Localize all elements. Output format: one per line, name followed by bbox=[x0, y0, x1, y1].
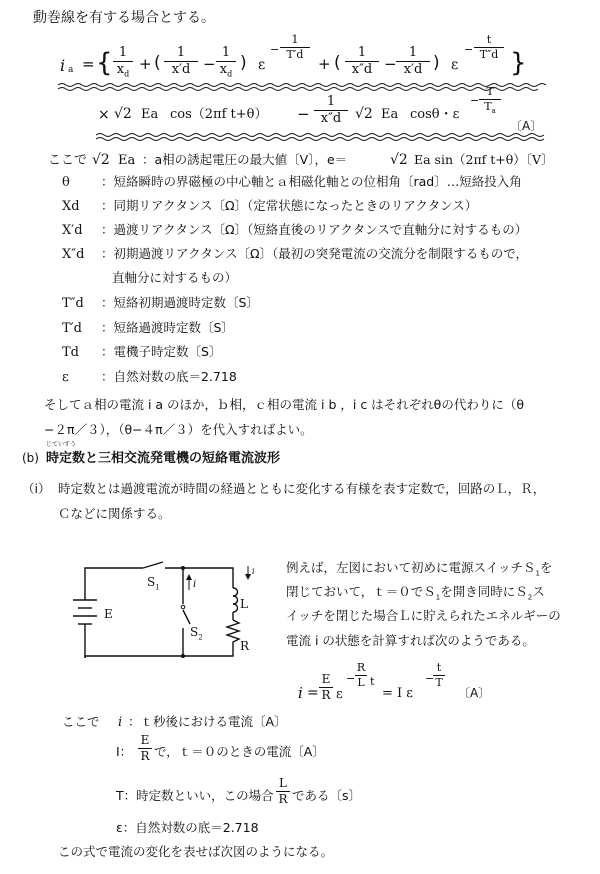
label-i-left: i bbox=[193, 579, 197, 590]
side-text-line4: 電流 i の状態を計算すれば次のようである。 bbox=[286, 633, 535, 648]
def-desc: ：過渡リアクタンス〔Ω〕（短絡直後のリアクタンスで直軸分に対するもの） bbox=[101, 222, 528, 237]
wire-top-left bbox=[85, 568, 143, 574]
formula2-exp bbox=[479, 86, 501, 115]
formula1-frac1-num: 1 bbox=[118, 45, 128, 60]
def-sym: Xd bbox=[62, 199, 80, 214]
def-sym: ε bbox=[62, 370, 69, 385]
formula1-frac1 bbox=[113, 46, 133, 79]
formula1-frac1-den: x bbox=[116, 61, 125, 77]
formula3-eps: ε bbox=[336, 687, 343, 702]
formula1-plus1: + bbox=[139, 55, 152, 73]
formula1-frac3 bbox=[216, 46, 236, 79]
formula1-exp2-sign: − bbox=[464, 43, 474, 56]
formula2-ea1: Ea bbox=[141, 107, 159, 122]
para1-line1: そしてａ相の電流 i a のほか，ｂ相，ｃ相の電流 i b ，i c はそれぞれθの代わりに（θ bbox=[44, 397, 524, 412]
formula2-frac bbox=[314, 95, 348, 125]
formula3-frac1 bbox=[319, 673, 333, 701]
formula1-open2: ( bbox=[334, 53, 341, 73]
label-s1: $S_1$ bbox=[147, 575, 160, 592]
switch-s2 bbox=[183, 610, 190, 624]
formula2-unit: 〔A〕 bbox=[510, 119, 543, 133]
formula3-i: i bbox=[298, 684, 303, 702]
formula1-eps2: ε bbox=[451, 57, 459, 73]
formula3-unit: 〔A〕 bbox=[458, 686, 491, 700]
def-desc: ：短絡瞬時の界磁極の中心軸とａ相磁化軸との位相角〔rad〕…短絡投入角 bbox=[101, 174, 522, 189]
label-s2: $S_2$ bbox=[190, 625, 203, 642]
formula2-frac-den: x″d bbox=[320, 110, 342, 126]
wire-top-right bbox=[165, 568, 233, 588]
formula1-plus2: + bbox=[318, 55, 331, 73]
section-b-heading: 時定数と三相交流発電機の短絡電流波形 bbox=[46, 451, 281, 466]
formula1-close1: ) bbox=[240, 53, 247, 73]
def-sym: T′d bbox=[62, 321, 82, 336]
defs2-T-desc2: である〔s〕 bbox=[292, 788, 362, 803]
formula1-exp1-sign: − bbox=[270, 43, 280, 56]
formula2-sqrt1: √2 bbox=[114, 106, 132, 122]
circuit-diagram bbox=[55, 548, 270, 688]
def-desc: ：電機子時定数〔S〕 bbox=[101, 344, 222, 359]
def-desc: ：同期リアクタンス〔Ω〕（定常状態になったときのリアクタンス） bbox=[101, 198, 478, 213]
formula2-cos2: cosθ・ε bbox=[410, 107, 460, 122]
formula2-frac-num: 1 bbox=[326, 94, 336, 109]
defs2-I-den: R bbox=[140, 748, 150, 763]
formula1-exp2-num: t bbox=[486, 33, 492, 46]
formula2-sqrt2: √2 bbox=[355, 106, 373, 122]
defs2-T-den: R bbox=[278, 791, 288, 806]
intro-text: 動巻線を有する場合とする。 bbox=[33, 10, 215, 26]
formula3-exp-num: R bbox=[356, 661, 366, 674]
formula3-den1: R bbox=[321, 687, 331, 702]
formula3-t: t bbox=[370, 675, 375, 688]
wavy-underline-1 bbox=[58, 82, 546, 92]
wire-bottom bbox=[85, 646, 233, 658]
formula1-minus1: − bbox=[203, 55, 216, 73]
formula1-frac5-den: x′d bbox=[403, 61, 423, 77]
def-desc: 直軸分に対するもの） bbox=[112, 270, 238, 285]
formula3-exp bbox=[355, 662, 367, 688]
def-desc: ：初期過渡リアクタンス〔Ω〕（最初の突発電流の交流分を制限するもので， bbox=[101, 246, 529, 261]
formula2-exp-den: T bbox=[484, 99, 492, 113]
formula1-frac2-den: x′d bbox=[171, 61, 191, 77]
formula2-exp-num: T bbox=[486, 85, 494, 98]
formula1-minus2: − bbox=[384, 55, 397, 73]
formula3-exp-sign: − bbox=[346, 672, 356, 685]
def-desc: ：自然対数の底＝2.718 bbox=[101, 369, 237, 384]
formula1-close2: ) bbox=[433, 53, 440, 73]
formula1-frac2 bbox=[164, 46, 198, 76]
label-e: E bbox=[104, 607, 113, 621]
formula1-exp2 bbox=[474, 34, 504, 60]
defs2-T-frac bbox=[276, 777, 290, 805]
formula1-frac4-num: 1 bbox=[357, 45, 367, 60]
label-l: L bbox=[240, 597, 248, 611]
defs2-i-sym: i bbox=[118, 715, 123, 730]
defs2-I-num: E bbox=[140, 733, 150, 747]
formula1-exp1-den: T′d bbox=[286, 47, 304, 61]
def-sym: X″d bbox=[62, 247, 85, 262]
def-desc: ：短絡過渡時定数〔S〕 bbox=[101, 320, 234, 335]
formula1-frac5-num: 1 bbox=[408, 45, 418, 60]
formula3-exp2-num: t bbox=[436, 661, 442, 674]
defs2-I-desc: で，ｔ＝０のときの電流〔A〕 bbox=[154, 744, 325, 759]
koko-desc: ：a相の誘起電圧の最大値〔V〕，e＝ bbox=[142, 152, 348, 167]
defs2-i-desc: ：ｔ秒後における電流〔A〕 bbox=[128, 714, 287, 729]
formula3-eq2: = I ε bbox=[382, 686, 414, 701]
def-sym: T″d bbox=[62, 296, 84, 311]
defs2-T-num: L bbox=[279, 776, 287, 790]
side-text-line3: イッチを閉じた場合Ｌに貯えられたエネルギーの bbox=[286, 608, 561, 623]
def-sym: θ bbox=[62, 175, 70, 190]
defs2-eps-desc: ε：自然対数の底＝2.718 bbox=[116, 820, 259, 835]
formula3-exp2-den: T bbox=[435, 675, 443, 689]
current-arrow-up-icon bbox=[186, 574, 192, 580]
item-i-label: （ⅰ） bbox=[22, 481, 51, 496]
side-text-line2: 閉じておいて，ｔ＝０でＳ$_1$を開き同時にＳ$_2$ス bbox=[286, 584, 545, 602]
formula1-exp2-den: T″d bbox=[479, 47, 499, 61]
defs2-I-sym: I： bbox=[116, 744, 133, 759]
formula2-times: × bbox=[98, 107, 110, 123]
koko-ea: Ea bbox=[118, 153, 136, 168]
label-r: R bbox=[240, 639, 250, 653]
defs2-I-frac bbox=[138, 734, 152, 762]
def-sym: Td bbox=[62, 345, 79, 360]
formula1-frac2-num: 1 bbox=[176, 45, 186, 60]
switch-s1 bbox=[143, 562, 163, 568]
wavy-underline-2 bbox=[96, 132, 550, 142]
koko-sqrt: √2 bbox=[92, 152, 110, 168]
koko-sqrt2: √2 bbox=[390, 152, 408, 168]
formula1-exp1-num: 1 bbox=[291, 33, 299, 46]
formula1-brace-open: { bbox=[96, 48, 113, 78]
formula3-exp2 bbox=[433, 662, 445, 688]
def-sym: X′d bbox=[62, 223, 83, 238]
defs2-lead: ここで bbox=[62, 714, 100, 729]
formula2-exp-sign: − bbox=[470, 94, 480, 107]
formula1-eps1: ε bbox=[258, 57, 266, 73]
resistor bbox=[227, 620, 239, 646]
formula1-lhs-sub: a bbox=[68, 65, 74, 75]
section-b-ruby: じていすう bbox=[46, 441, 77, 448]
formula1-exp1 bbox=[280, 34, 310, 60]
item-i-line1: 時定数とは過渡電流が時間の経過とともに変化する有様を表す定数で，回路のＬ，Ｒ， bbox=[58, 481, 546, 496]
formula1-frac1-den-sub: d bbox=[124, 69, 130, 79]
formula3-exp-den: L bbox=[357, 675, 365, 689]
last-line: この式で電流の変化を表せば次図のようになる。 bbox=[58, 844, 334, 859]
formula1-brace-close: } bbox=[510, 48, 527, 78]
def-desc: ：短絡初期過渡時定数〔S〕 bbox=[101, 295, 259, 310]
side-text-line1: 例えば，左図において初めに電源スイッチＳ$_1$を bbox=[286, 560, 553, 578]
para1-line2: −２π／３），（θ−４π／３）を代入すればよい。 bbox=[44, 422, 313, 437]
section-b-label: (b) bbox=[22, 451, 39, 465]
formula1-frac3-den: x bbox=[219, 61, 228, 77]
koko-lead: ここで bbox=[48, 153, 88, 168]
formula3-eq1: = bbox=[307, 685, 319, 701]
koko-tail: Ea sin（2πf t+θ）〔V〕 bbox=[414, 152, 554, 167]
formula2-minus: − bbox=[297, 105, 310, 123]
formula1-frac3-den-sub: d bbox=[227, 69, 233, 79]
inductor-coil bbox=[233, 588, 238, 612]
defs2-T-desc1: T：時定数といい，この場合 bbox=[116, 788, 274, 803]
formula1-open1: ( bbox=[154, 53, 161, 73]
label-i-right: i bbox=[252, 567, 255, 576]
formula1-lhs: i bbox=[60, 56, 66, 75]
formula2-ea2: Ea bbox=[381, 107, 399, 122]
formula2-cos: cos（2πf t+θ） bbox=[170, 107, 268, 122]
item-i-line2: Ｃなどに関係する。 bbox=[58, 506, 171, 521]
formula1-frac4 bbox=[345, 46, 379, 76]
formula2-exp-den-sub: a bbox=[491, 106, 496, 115]
formula1-frac3-num: 1 bbox=[221, 45, 231, 60]
formula1-frac5 bbox=[396, 46, 430, 76]
current-arrow-down-icon bbox=[245, 574, 251, 580]
formula3-exp2-sign: − bbox=[425, 672, 435, 685]
formula3-num1: E bbox=[321, 672, 331, 686]
formula1-eq: = bbox=[82, 55, 95, 73]
formula1-frac4-den: x″d bbox=[351, 61, 373, 77]
